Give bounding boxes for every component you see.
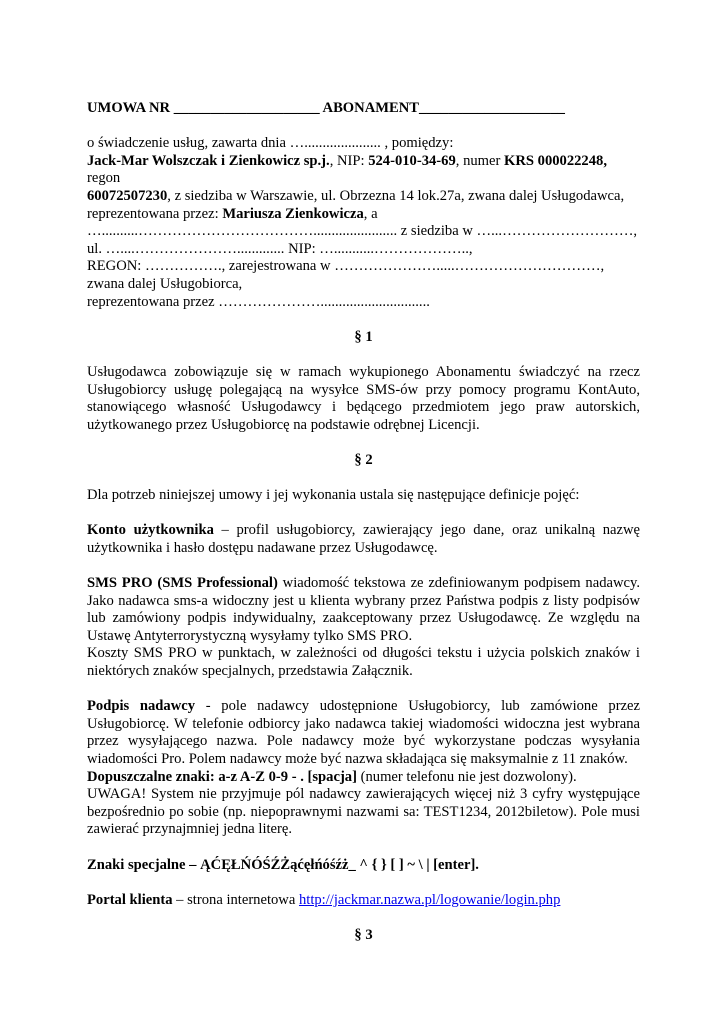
document-page (87, 100, 640, 945)
blank-line: …..........………………………………....................... z siedziba w …...………………………, (87, 223, 638, 240)
term: SMS PRO (SMS Professional) (87, 575, 278, 592)
term: Portal klienta (87, 891, 173, 908)
blank-line: reprezentowana przez ………………….............................. (87, 293, 430, 310)
representative-line: reprezentowana przez: Mariusza Zienkowicza, a (87, 205, 378, 222)
company-name: Jack-Mar Wolszczak i Zienkowicz sp.j. (87, 152, 330, 169)
regon-value: 60072507230 (87, 187, 168, 204)
krs-value: KRS 000022248, (504, 152, 607, 169)
term: Konto użytkownika (87, 522, 214, 539)
special-chars: Znaki specjalne – ĄĆĘŁŃÓŚŹŻąćęłńóśźż_ ^ { } [ ] ~ \ | [enter]. (87, 856, 479, 873)
section-1-text: Usługodawca zobowiązuje się w ramach wykupionego Abonamentu świadczyć na rzecz Usługobiorcy usługę polegającą na wysyłce SMS-ów przy pomocy programu KontAuto, stanowiącego własność Usługodawcy i będącego przedmiotem jego praw autorskich, użytkowanego przez Usługobiorcę na podstawie odrębnej Licencji. (87, 363, 640, 433)
sms-pro-cost: Koszty SMS PRO w punktach, w zależności od długości tekstu i użycia polskich znaków i niektórych znaków specjalnych, przedstawia Załącznik. (87, 645, 640, 679)
blank-line: zwana dalej Usługobiorca, (87, 275, 243, 292)
definition-portal: Portal klienta – strona internetowa http://jackmar.nazwa.pl/logowanie/login.php (87, 891, 561, 908)
section-2-heading: § 2 (354, 451, 373, 468)
definition-sms-pro: SMS PRO (SMS Professional) wiadomość tekstowa ze zdefiniowanym podpisem nadawcy. Jako nadawca sms-a widoczny jest u klienta wybrany przez Państwa podpis z listy podpisów lub zamówiony podpis indywidualny, zaakceptowany przez Usługodawcę. Ze względu na Ustawę Antyterrorystyczną wysyłamy tylko SMS PRO. (87, 575, 640, 644)
blank-line: REGON: ……………., zarejestrowana w ………………….....…………………………, (87, 258, 605, 275)
company-line: Jack-Mar Wolszczak i Zienkowicz sp.j., NIP: 524-010-34-69, numer KRS 000022248, (87, 152, 607, 169)
term: Podpis nadawcy (87, 698, 196, 715)
contract-parties (87, 135, 640, 311)
address-line: 60072507230, z siedziba w Warszawie, ul. Obrzezna 14 lok.27a, zwana dalej Usługodawca, (87, 187, 625, 204)
portal-link[interactable]: http://jackmar.nazwa.pl/logowanie/login.php (298, 891, 561, 908)
section-2-intro: Dla potrzeb niniejszej umowy i jej wykonania ustala się następujące definicje pojęć: (87, 487, 580, 504)
nip-value: 524-010-34-69 (368, 152, 456, 169)
definition-konto: Konto użytkownika – profil usługobiorcy, zawierający jego dane, oraz unikalną nazwę użytkownika i hasło dostępu nadawane przez Usługodawcę. (87, 522, 641, 556)
contract-title: UMOWA NR ____________________ ABONAMENT____________________ (87, 100, 565, 116)
regon-label: regon (87, 170, 121, 187)
section-1-heading: § 1 (354, 328, 373, 345)
term: Dopuszczalne znaki: a-z A-Z 0-9 - . [spacja] (87, 768, 357, 785)
blank-line: ul. …....…………………............. NIP: …...........……………….., (87, 240, 473, 257)
section-3-heading: § 3 (354, 926, 373, 943)
intro-line: o świadczenie usług, zawarta dnia …..................... , pomiędzy: (87, 135, 454, 152)
warning-text: UWAGA! System nie przyjmuje pól nadawcy zawierających więcej niż 3 cyfry występujące bezpośrednio po sobie (np. niepoprawnymi nazwami sa: TEST1234, 2012biletow). Pole musi zawierać przynajmniej jedna literę. (87, 786, 640, 838)
representative-name: Mariusza Zienkowicza (222, 205, 364, 222)
allowed-chars: Dopuszczalne znaki: a-z A-Z 0-9 - . [spacja] (numer telefonu nie jest dozwolony). (87, 768, 577, 785)
definition-podpis: Podpis nadawcy - pole nadawcy udostępnione Usługobiorcy, lub zamówione przez Usługobiorcę. W telefonie odbiorcy jako nadawca takiej wiadomości widoczna jest wybrana przez wysyłającego nazwa. Pole nadawcy może być wykorzystane podczas wysyłania wiadomości Pro. Polem nadawcy może być nazwa składająca się maksymalnie z 11 znaków. (87, 698, 640, 767)
